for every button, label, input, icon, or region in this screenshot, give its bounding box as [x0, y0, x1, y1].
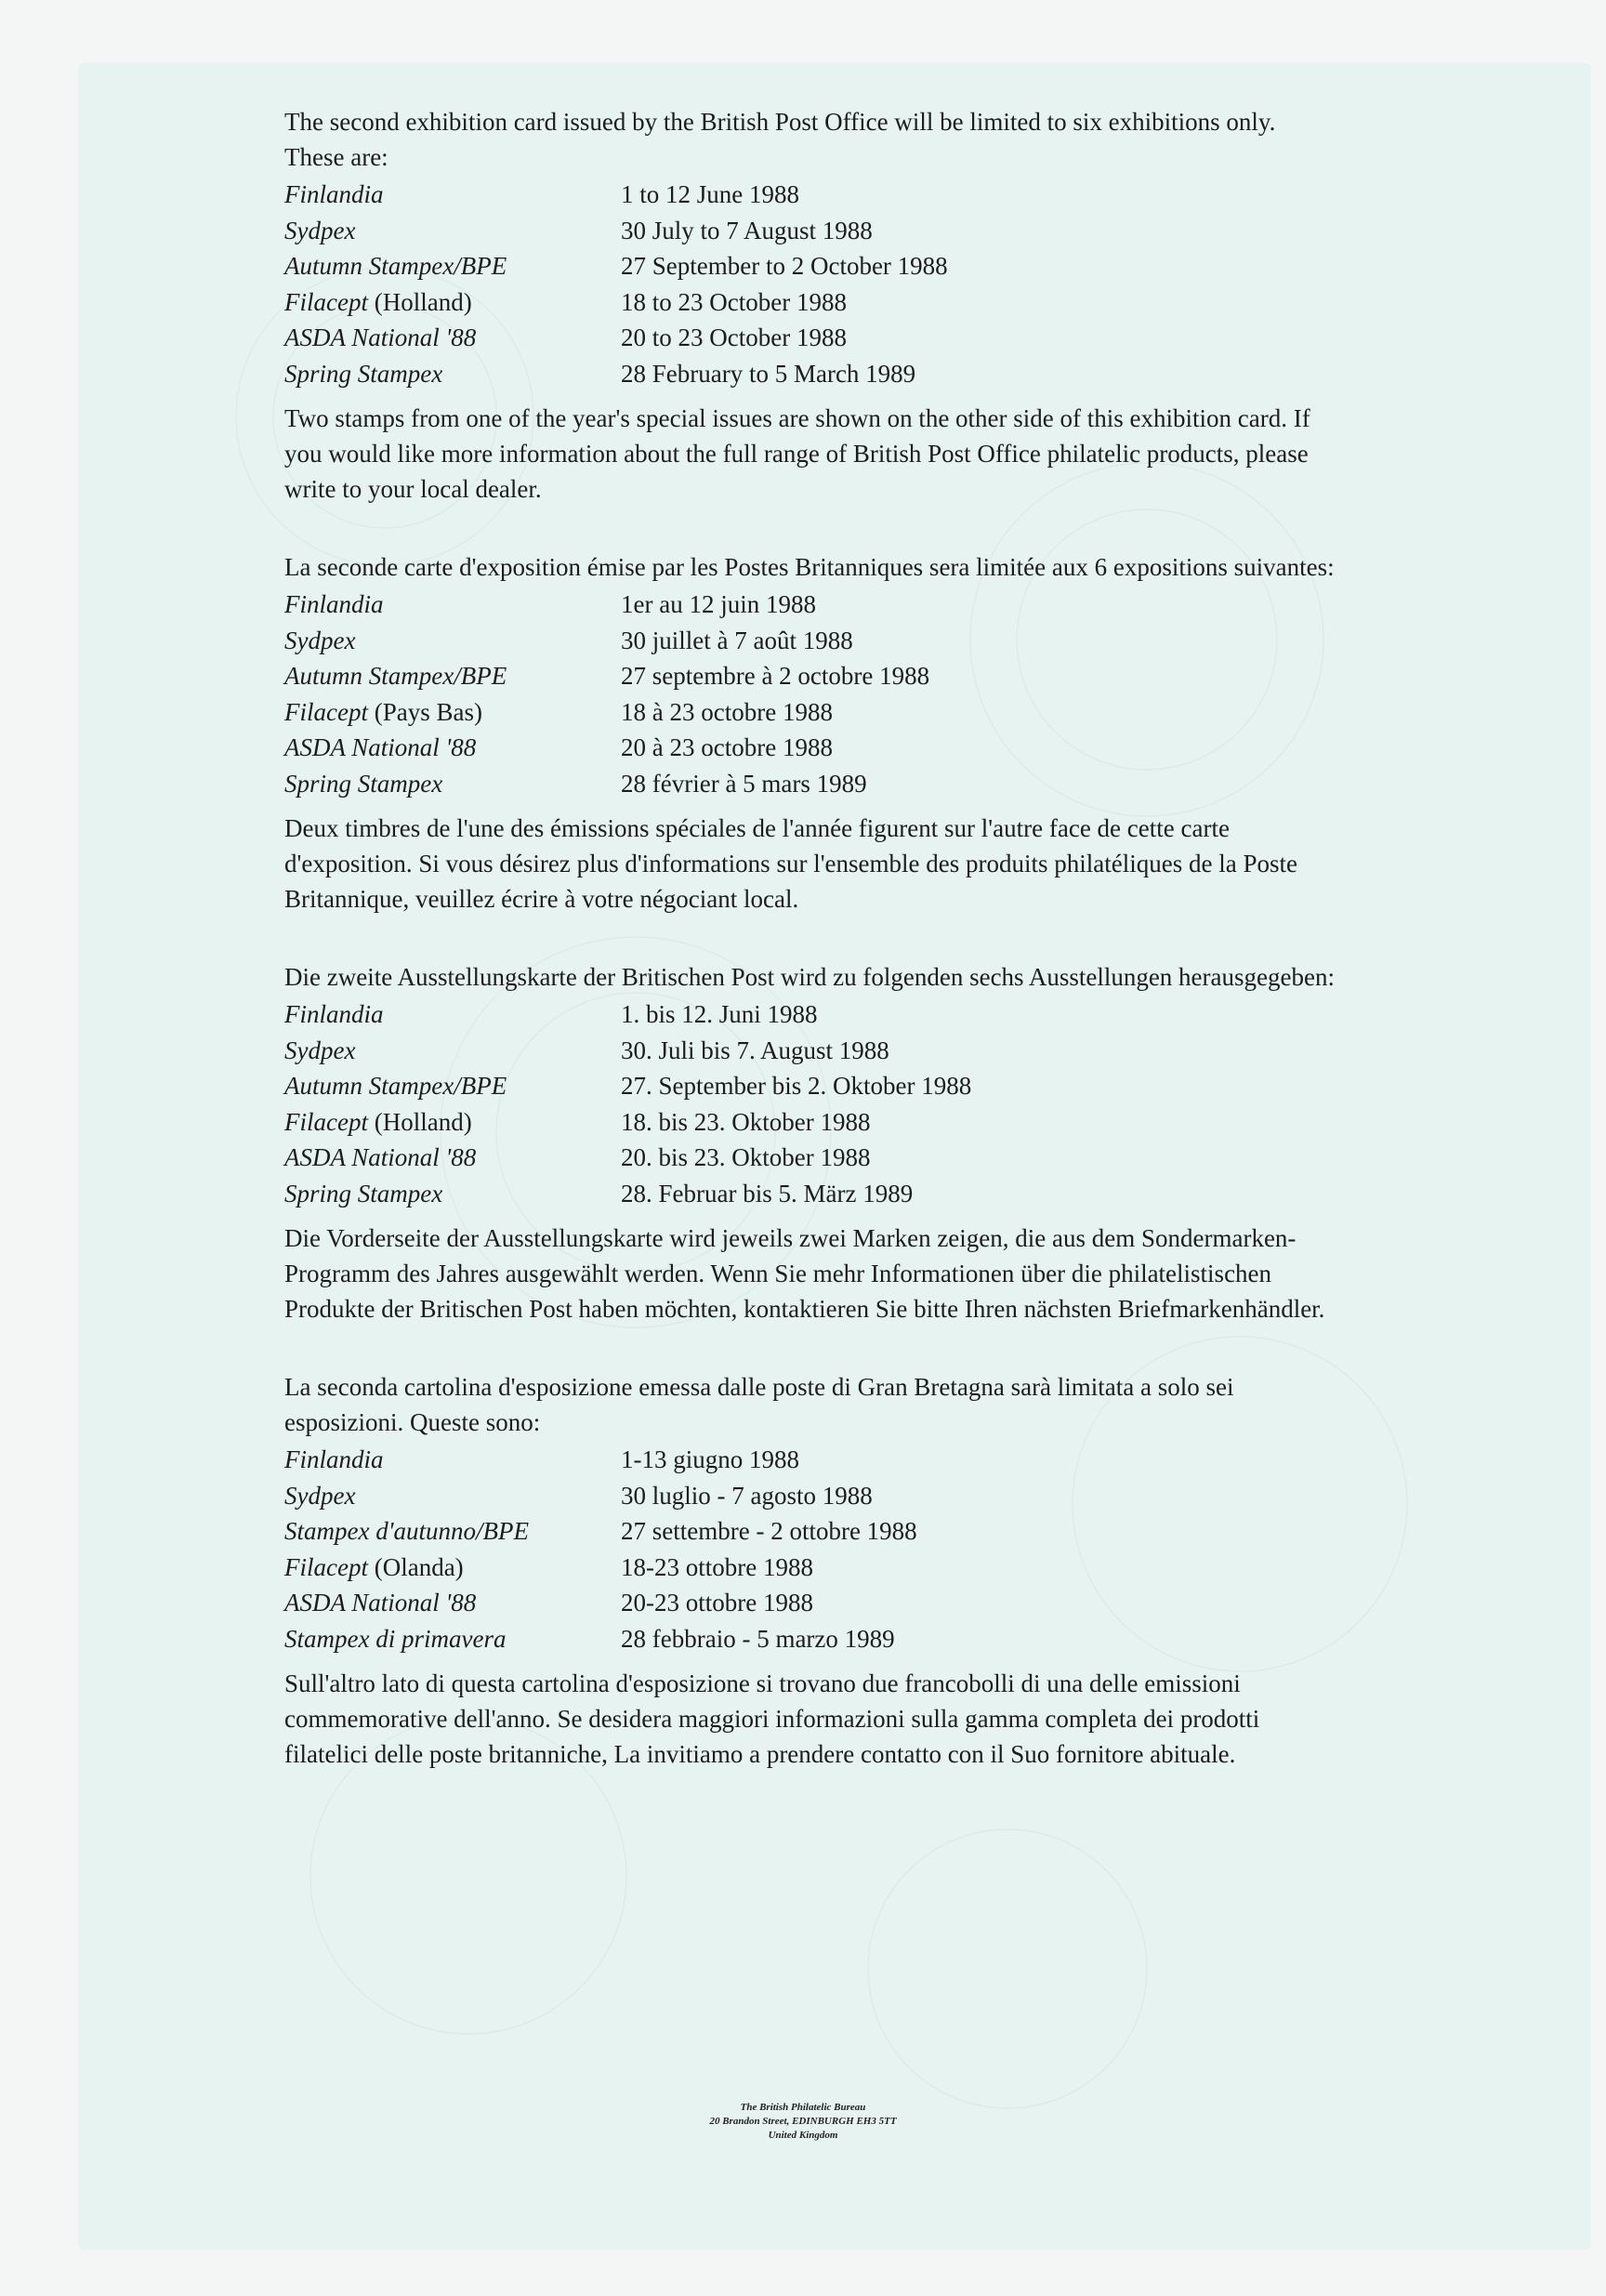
exhibition-name: ASDA National '88	[284, 733, 477, 761]
exhibition-dates: 27. September bis 2. Oktober 1988	[621, 1072, 972, 1100]
exhibition-name: Autumn Stampex/BPE	[284, 662, 507, 690]
exhibition-name: Finlandia	[284, 1445, 384, 1473]
exhibition-dates: 28. Februar bis 5. März 1989	[621, 1179, 914, 1207]
exhibition-name: Filacept	[284, 1552, 368, 1581]
intro-text: La seconda cartolina d'esposizione emessa dalle poste di Gran Bretagna sarà limitata a solo sei esposizioni. Queste sono:	[284, 1373, 1234, 1436]
exhibition-dates: 20-23 ottobre 1988	[621, 1589, 813, 1616]
exhibition-row	[284, 1068, 1335, 1104]
exhibition-dates: 27 septembre à 2 octobre 1988	[621, 662, 930, 690]
exhibition-list	[284, 1442, 1335, 1656]
publisher-address	[0, 2101, 1606, 2143]
exhibition-dates: 30 July to 7 August 1988	[621, 216, 873, 244]
publisher-name: The British Philatelic Bureau	[740, 2102, 866, 2113]
exhibition-row	[284, 1513, 1335, 1550]
exhibition-dates: 18 to 23 October 1988	[621, 287, 847, 316]
exhibition-dates: 28 février à 5 mars 1989	[621, 769, 867, 798]
exhibition-name: Spring Stampex	[284, 769, 443, 798]
exhibition-row	[284, 694, 1335, 731]
exhibition-dates: 1. bis 12. Juni 1988	[621, 1000, 818, 1028]
section-french	[284, 549, 1335, 917]
exhibition-row	[284, 623, 1335, 659]
exhibition-name: Sydpex	[284, 626, 356, 654]
exhibition-dates: 18-23 ottobre 1988	[621, 1552, 813, 1581]
exhibition-row	[284, 587, 1335, 623]
intro-text: The second exhibition card issued by the British Post Office will be limited to six exhibitions only. These are:	[284, 108, 1276, 171]
exhibition-dates: 30 luglio - 7 agosto 1988	[621, 1481, 873, 1510]
exhibition-dates: 18 à 23 octobre 1988	[621, 697, 833, 726]
body-text: Deux timbres de l'une des émissions spéciales de l'année figurent sur l'autre face de cette carte d'exposition. Si vous désirez plus d'informations sur l'ensemble des produits philatéliques de la Poste Britannique, veuillez écrire à votre négociant local.	[284, 814, 1297, 913]
body-text: Die Vorderseite der Ausstellungskarte wird jeweils zwei Marken zeigen, die aus dem Sondermarken-Programm des Jahres ausgewählt werden. Wenn Sie mehr Informationen über die philatelistischen Produkte der Britischen Post haben möchten, kontaktieren Sie bitte Ihren nächsten Briefmarkenhändler.	[284, 1224, 1325, 1323]
body-text: Two stamps from one of the year's special issues are shown on the other side of this exhibition card. If you would like more information about the full range of British Post Office philatelic products, please write to your local dealer.	[284, 404, 1310, 503]
exhibition-dates: 20 à 23 octobre 1988	[621, 733, 833, 761]
exhibition-note: (Holland)	[367, 1107, 472, 1136]
exhibition-name: Stampex d'autunno/BPE	[284, 1517, 529, 1545]
exhibition-row	[284, 1478, 1335, 1514]
exhibition-dates: 20. bis 23. Oktober 1988	[621, 1143, 871, 1171]
exhibition-row	[284, 1585, 1335, 1621]
exhibition-name: ASDA National '88	[284, 1589, 477, 1616]
exhibition-name: Sydpex	[284, 216, 356, 244]
exhibition-note: (Holland)	[367, 287, 472, 316]
exhibition-list	[284, 996, 1335, 1211]
exhibition-row	[284, 356, 1335, 392]
exhibition-dates: 27 September to 2 October 1988	[621, 252, 948, 280]
exhibition-row	[284, 248, 1335, 284]
section-italian	[284, 1369, 1335, 1772]
intro-text: Die zweite Ausstellungskarte der Britischen Post wird zu folgenden sechs Ausstellungen herausgegeben:	[284, 963, 1335, 991]
exhibition-name: Spring Stampex	[284, 1179, 443, 1207]
exhibition-name: Autumn Stampex/BPE	[284, 252, 507, 280]
exhibition-row	[284, 1176, 1335, 1212]
exhibition-name: Finlandia	[284, 1000, 384, 1028]
exhibition-name: Filacept	[284, 1107, 368, 1136]
body-text: Sull'altro lato di questa cartolina d'esposizione si trovano due francobolli di una delle emissioni commemorative dell'anno. Se desidera maggiori informazioni sulla gamma completa dei prodotti filatelici delle poste britanniche, La invitiamo a prendere contatto con il Suo fornitore abituale.	[284, 1669, 1260, 1768]
exhibition-dates: 20 to 23 October 1988	[621, 323, 847, 351]
exhibition-row	[284, 320, 1335, 356]
exhibition-row	[284, 1621, 1335, 1657]
exhibition-row	[284, 1550, 1335, 1586]
exhibition-dates: 30 juillet à 7 août 1988	[621, 626, 853, 654]
exhibition-row	[284, 1033, 1335, 1069]
exhibition-note: (Pays Bas)	[367, 697, 482, 726]
exhibition-name: Finlandia	[284, 180, 384, 208]
exhibition-list	[284, 177, 1335, 391]
exhibition-note: (Olanda)	[367, 1552, 464, 1581]
exhibition-row	[284, 730, 1335, 766]
exhibition-name: Stampex di primavera	[284, 1624, 507, 1653]
exhibition-name: Filacept	[284, 287, 368, 316]
exhibition-row	[284, 213, 1335, 249]
exhibition-row	[284, 284, 1335, 321]
exhibition-name: Finlandia	[284, 590, 384, 618]
publisher-country: United Kingdom	[768, 2130, 838, 2141]
exhibition-dates: 28 February to 5 March 1989	[621, 359, 916, 388]
exhibition-row	[284, 1104, 1335, 1141]
exhibition-name: Sydpex	[284, 1036, 356, 1064]
exhibition-row	[284, 1140, 1335, 1176]
section-english	[284, 104, 1335, 507]
intro-text: La seconde carte d'exposition émise par les Postes Britanniques sera limitée aux 6 expositions suivantes:	[284, 553, 1335, 581]
exhibition-dates: 1er au 12 juin 1988	[621, 590, 816, 618]
exhibition-row	[284, 766, 1335, 802]
exhibition-name: Spring Stampex	[284, 359, 443, 388]
exhibition-name: Autumn Stampex/BPE	[284, 1072, 507, 1100]
exhibition-dates: 27 settembre - 2 ottobre 1988	[621, 1517, 917, 1545]
exhibition-dates: 18. bis 23. Oktober 1988	[621, 1107, 871, 1136]
card-text	[284, 104, 1335, 1814]
exhibition-row	[284, 1442, 1335, 1478]
publisher-street: 20 Brandon Street, EDINBURGH EH3 5TT	[709, 2116, 897, 2127]
exhibition-dates: 30. Juli bis 7. August 1988	[621, 1036, 889, 1064]
exhibition-dates: 1 to 12 June 1988	[621, 180, 799, 208]
exhibition-name: Filacept	[284, 697, 368, 726]
exhibition-row	[284, 996, 1335, 1033]
perforation-left	[78, 126, 104, 2250]
exhibition-row	[284, 177, 1335, 213]
exhibition-list	[284, 587, 1335, 801]
exhibition-name: Sydpex	[284, 1481, 356, 1510]
section-german	[284, 959, 1335, 1326]
exhibition-dates: 28 febbraio - 5 marzo 1989	[621, 1624, 895, 1653]
exhibition-name: ASDA National '88	[284, 1143, 477, 1171]
exhibition-dates: 1-13 giugno 1988	[621, 1445, 799, 1473]
exhibition-row	[284, 658, 1335, 694]
exhibition-name: ASDA National '88	[284, 323, 477, 351]
